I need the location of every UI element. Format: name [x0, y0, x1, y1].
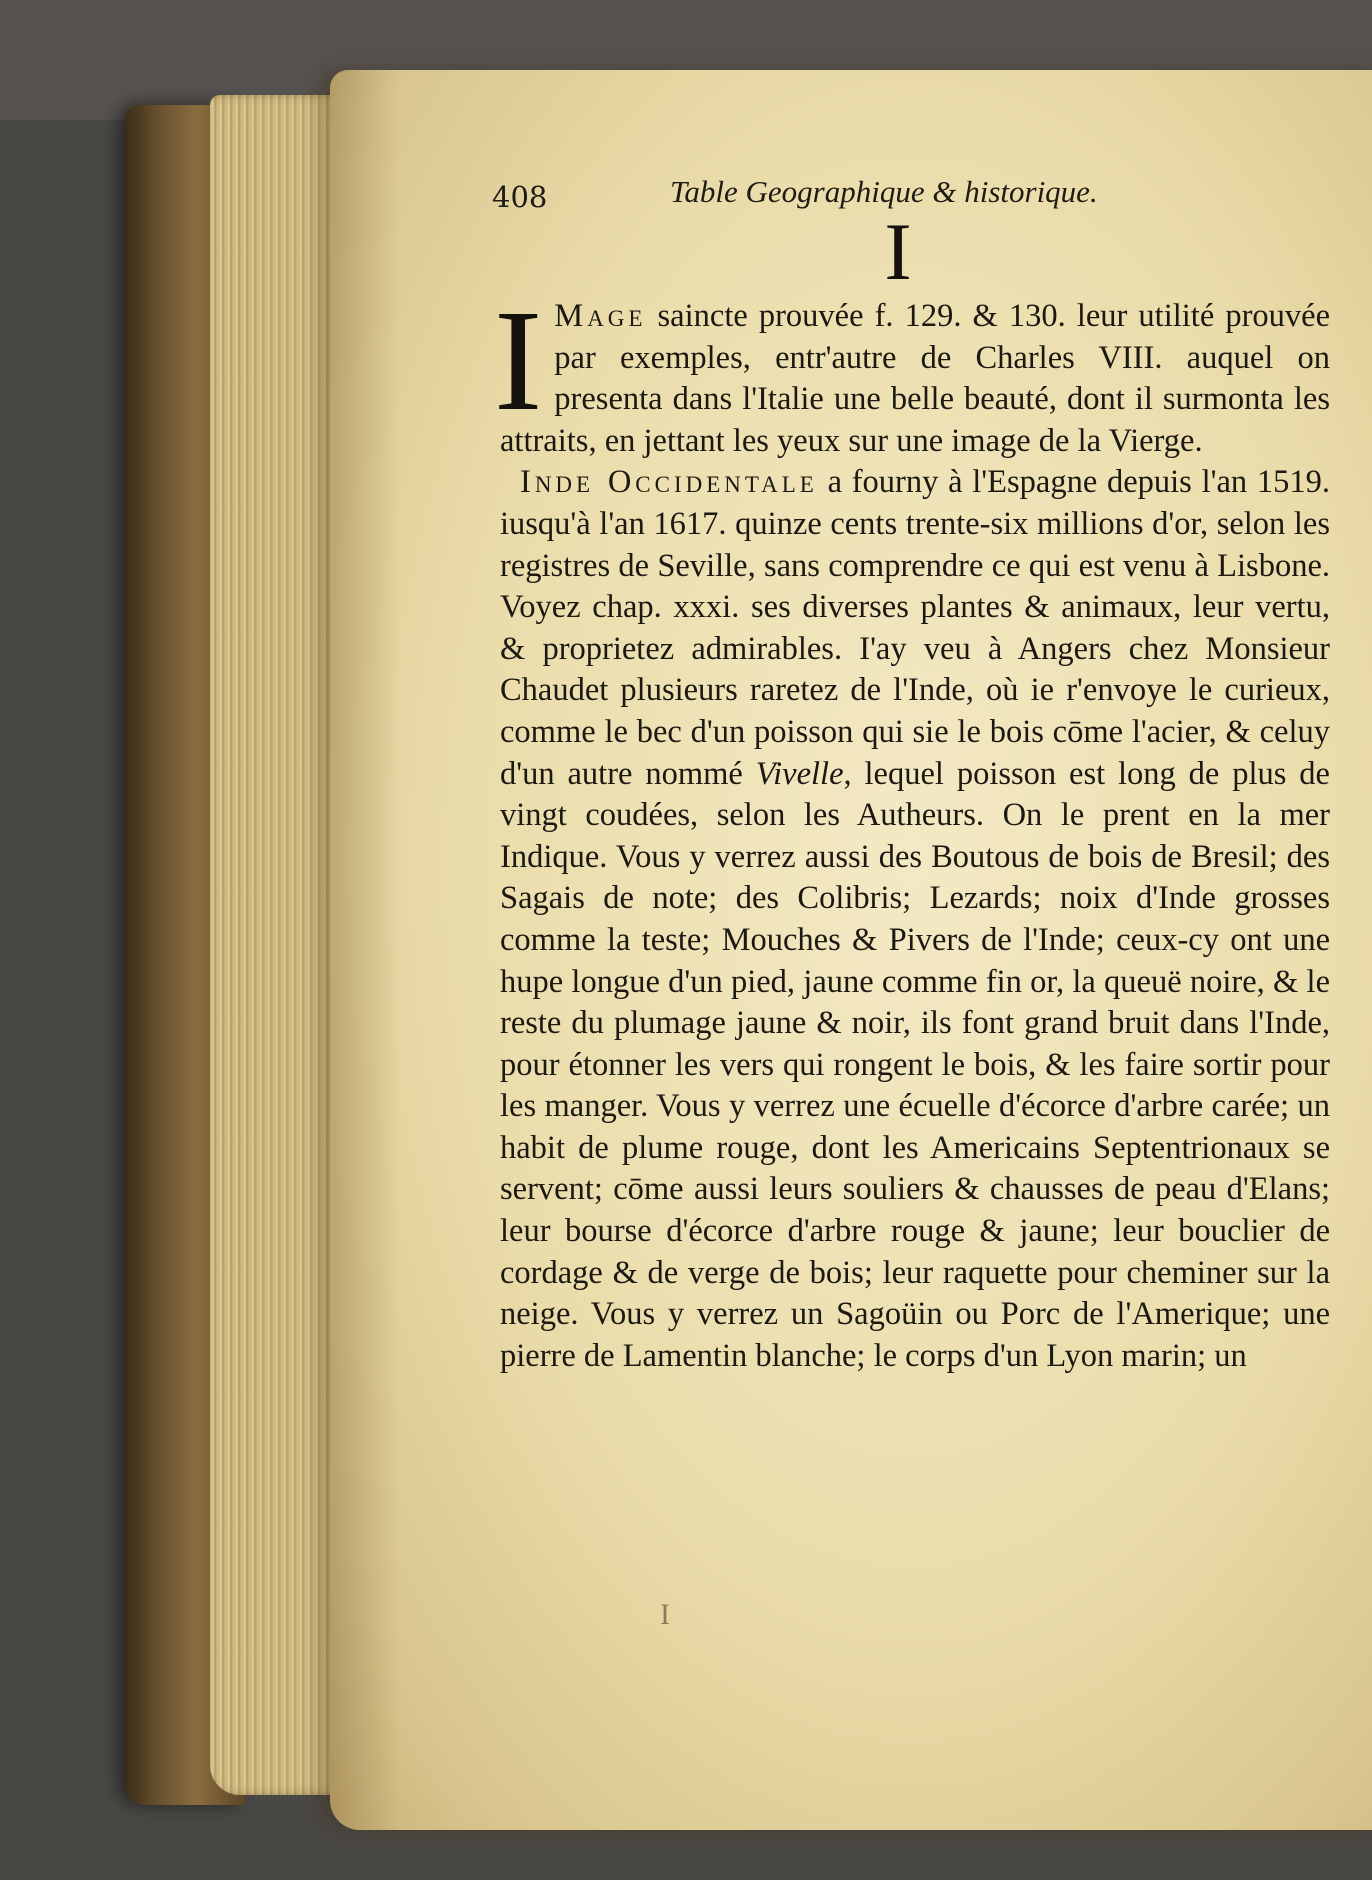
body-text	[494, 281, 1330, 1377]
catchword: I	[660, 1598, 670, 1631]
headword: Inde Occidentale	[520, 464, 818, 501]
page-header	[492, 174, 1172, 218]
headword: Mage	[554, 298, 647, 334]
section-letter: I	[884, 206, 912, 297]
page-number: 408	[492, 180, 548, 214]
entry-text-continued: , lequel poisson est long de plus de vingt coudées, selon les Autheurs. On le prent en la mer Indique. Vous y verrez aussi des Boutous de bois de Bresil; des Sagais de note; des Colibris; Lezards; noix d'Inde grosses comme la teste; Mouches & Pivers de l'Inde; ceux-cy ont une hupe longue d'un pied, jaune comme fin or, la queuë noire, & le reste du plumage jaune & noir, ils font grand bruit dans l'Inde, pour étonner les vers qui rongent le bois, & les faire sortir pour les manger. Vous y verrez une écuelle d'écorce d'arbre carée; un habit de plume rouge, dont les Americains Septentrionaux se servent; cōme aussi leurs souliers & chausses de peau d'Elans; leur bourse d'écorce d'arbre rouge & jaune; leur bouclier de cordage & de verge de bois; leur raquette pour cheminer sur la neige. Vous y verrez un Sagoüin ou Porc de l'Amerique; une pierre de Lamentin blanche; le corps d'un Lyon marin; un	[500, 755, 1330, 1374]
entry-image	[494, 281, 1330, 462]
entry-text: a fourny à l'Espagne depuis l'an 1519. iusqu'à l'an 1617. quinze cents trente-six millions d'or, selon les registres de Seville, sans comprendre ce qui est venu à Lisbone. Voyez chap. xxxi. ses diverses plantes & animaux, leur vertu, & proprietez admirables. I'ay veu à Angers chez Monsieur Chaudet plusieurs raretez de l'Inde, où ie r'envoye le curieux, comme le bec d'un poisson qui sie le bois cōme l'acier, & celuy d'un autre nommé	[500, 464, 1330, 792]
drop-cap: I	[494, 281, 543, 441]
running-head: Table Geographique & historique.	[670, 174, 1098, 209]
italic-term: Vivelle	[755, 755, 844, 792]
page-gutter-shadow	[330, 70, 400, 1830]
entry-inde-occidentale	[500, 462, 1330, 1377]
entry-text: saincte prouvée f. 129. & 130. leur utilité prouvée par exemples, entr'autre de Charles VIII. auquel on presenta dans l'Italie une belle beauté, dont il surmonta les attraits, en jettant les yeux sur une image de la Vierge.	[500, 298, 1330, 459]
